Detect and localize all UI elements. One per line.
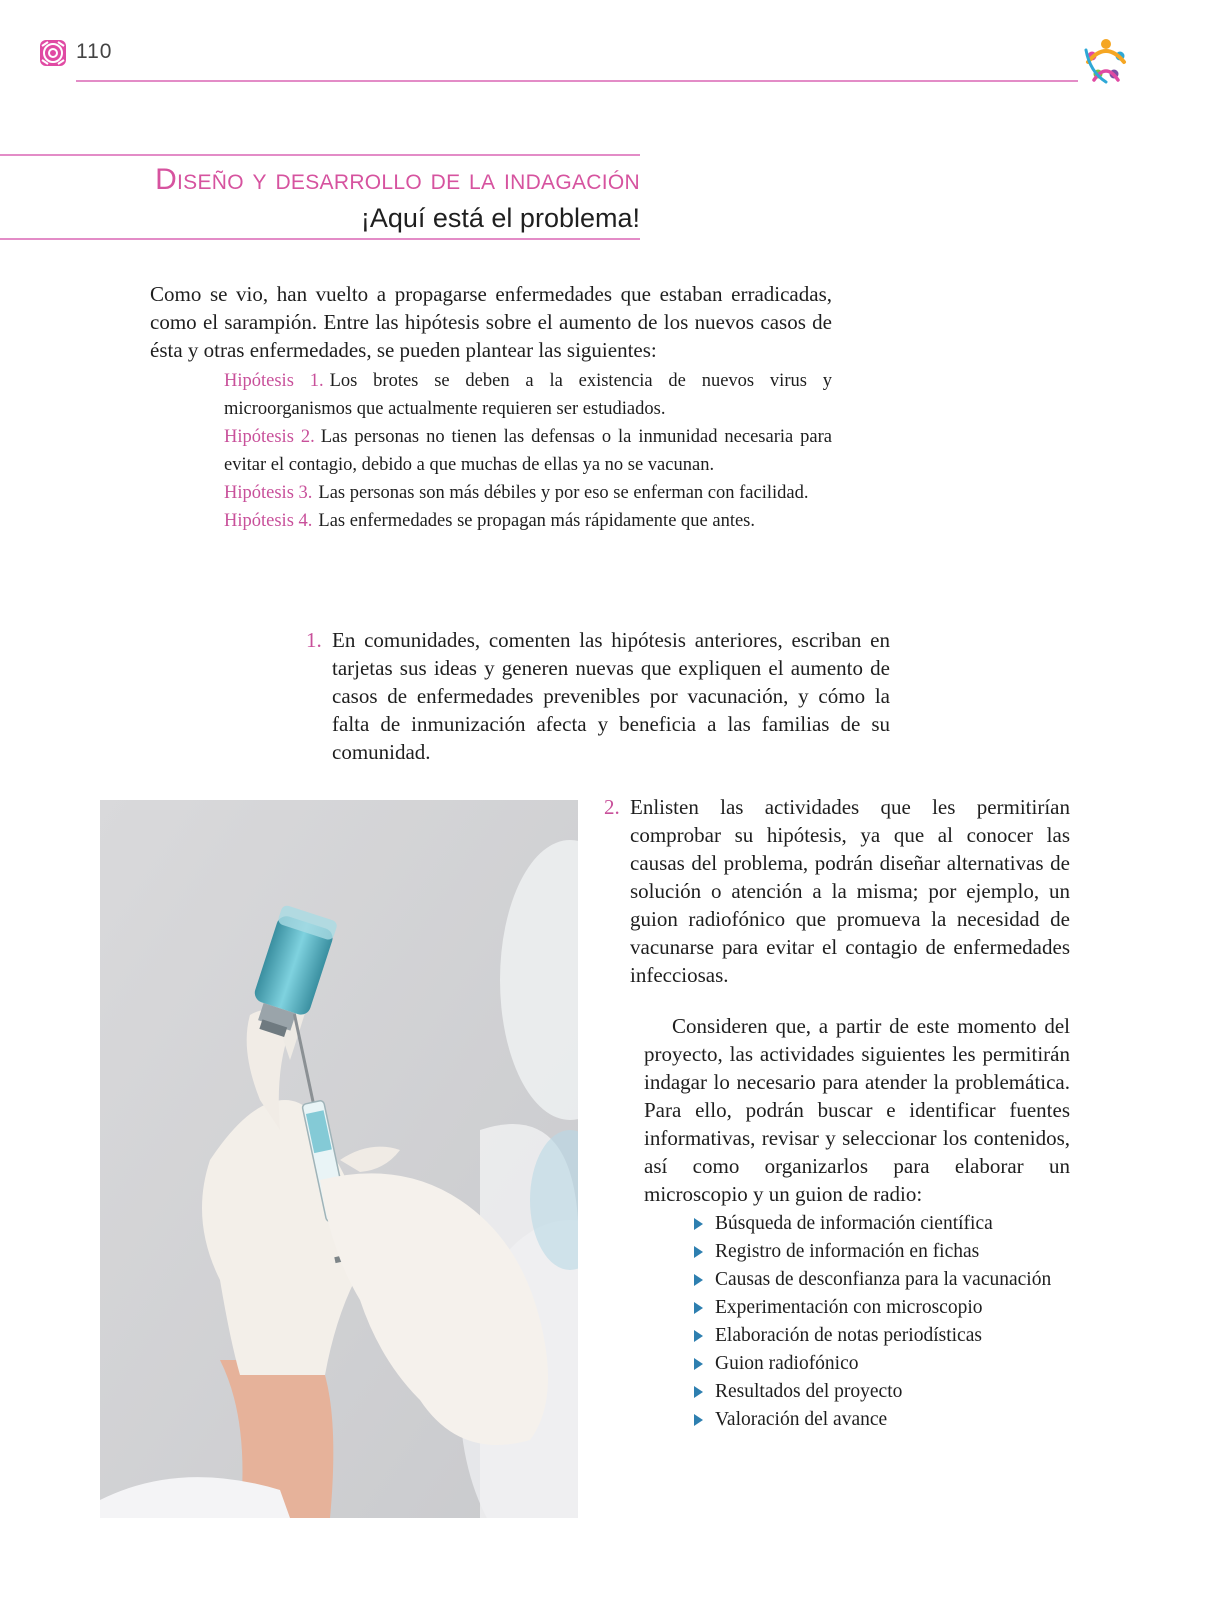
triangle-bullet-icon <box>694 1274 703 1286</box>
list-item <box>694 1322 1051 1350</box>
hypothesis-text: Las enfermedades se propagan más rápidamente que antes. <box>318 511 756 531</box>
vaccine-photo <box>100 800 578 1518</box>
hypothesis-4 <box>224 507 832 535</box>
list-item <box>694 1406 1051 1434</box>
header-divider <box>76 80 1078 82</box>
hypothesis-label: Hipótesis 2. <box>224 427 315 447</box>
activity-item-1 <box>306 626 890 766</box>
list-item <box>694 1378 1051 1406</box>
section-rule-bottom <box>0 238 640 240</box>
section-title: Diseño y desarrollo de la indagación <box>155 163 640 196</box>
activity-number: 1. <box>306 628 322 652</box>
gloved-hands-syringe-image <box>100 800 578 1518</box>
list-item <box>694 1210 1051 1238</box>
list-item-text: Registro de información en fichas <box>715 1241 980 1262</box>
triangle-bullet-icon <box>694 1218 703 1230</box>
activity-item-2 <box>604 793 1070 989</box>
activity-bullet-list <box>694 1210 1051 1434</box>
list-item-text: Valoración del avance <box>715 1409 888 1430</box>
hypothesis-label: Hipótesis 4. <box>224 511 313 531</box>
hypotheses-list <box>224 367 832 535</box>
triangle-bullet-icon <box>694 1302 703 1314</box>
activity-text: Enlisten las actividades que les permitirían comprobar su hipótesis, ya que al conocer las causas del problema, podrán diseñar alternativas de solución o atención a la misma; por ejemplo, un guion radiofónico que promueva la necesidad de vacunarse para evitar el contagio de enfermedades infecciosas. <box>630 795 1070 987</box>
list-item-text: Experimentación con microscopio <box>715 1297 983 1318</box>
triangle-bullet-icon <box>694 1246 703 1258</box>
hypothesis-text: Las personas son más débiles y por eso se enferman con facilidad. <box>318 483 809 503</box>
consider-paragraph: Consideren que, a partir de este momento del proyecto, las actividades siguientes les permitirán indagar lo necesario para atender la problemática. Para ello, podrán buscar e identificar fuentes informativas, revisar y seleccionar los contenidos, así como organizarlos para elaborar un microscopio y un guion de radio: <box>644 1014 1070 1206</box>
hypothesis-1 <box>224 367 832 423</box>
hypothesis-3 <box>224 479 832 507</box>
list-item-text: Búsqueda de información científica <box>715 1213 993 1234</box>
figures-circle-icon <box>1078 32 1134 88</box>
list-item <box>694 1350 1051 1378</box>
rosette-icon <box>38 38 68 68</box>
triangle-bullet-icon <box>694 1386 703 1398</box>
hypothesis-label: Hipótesis 3. <box>224 483 313 503</box>
triangle-bullet-icon <box>694 1358 703 1370</box>
hypothesis-text: Los brotes se deben a la existencia de nuevos virus y microorganismos que actualmente requieren ser estudiados. <box>224 371 832 419</box>
section-rule-top <box>0 154 640 156</box>
triangle-bullet-icon <box>694 1414 703 1426</box>
hypothesis-label: Hipótesis 1. <box>224 371 324 391</box>
list-item-text: Causas de desconfianza para la vacunación <box>715 1269 1052 1290</box>
list-item-text: Resultados del proyecto <box>715 1381 903 1402</box>
list-item <box>694 1294 1051 1322</box>
section-subtitle: ¡Aquí está el problema! <box>360 203 640 233</box>
list-item-text: Guion radiofónico <box>715 1353 859 1374</box>
page-number: 110 <box>76 40 113 63</box>
activity-text: En comunidades, comenten las hipótesis anteriores, escriban en tarjetas sus ideas y generen nuevas que expliquen el aumento de casos de enfermedades prevenibles por vacunación, y cómo la falta de inmunización afecta y beneficia a las familias de su comunidad. <box>332 628 890 764</box>
list-item <box>694 1238 1051 1266</box>
hypothesis-2 <box>224 423 832 479</box>
triangle-bullet-icon <box>694 1330 703 1342</box>
activity-number: 2. <box>604 795 620 819</box>
list-item <box>694 1266 1051 1294</box>
hypothesis-text: Las personas no tienen las defensas o la inmunidad necesaria para evitar el contagio, debido a que muchas de ellas ya no se vacunan. <box>224 427 832 475</box>
list-item-text: Elaboración de notas periodísticas <box>715 1325 982 1346</box>
intro-paragraph: Como se vio, han vuelto a propagarse enfermedades que estaban erradicadas, como el sarampión. Entre las hipótesis sobre el aumento de los nuevos casos de ésta y otras enfermedades, se pueden plantear las siguientes: <box>150 282 832 362</box>
